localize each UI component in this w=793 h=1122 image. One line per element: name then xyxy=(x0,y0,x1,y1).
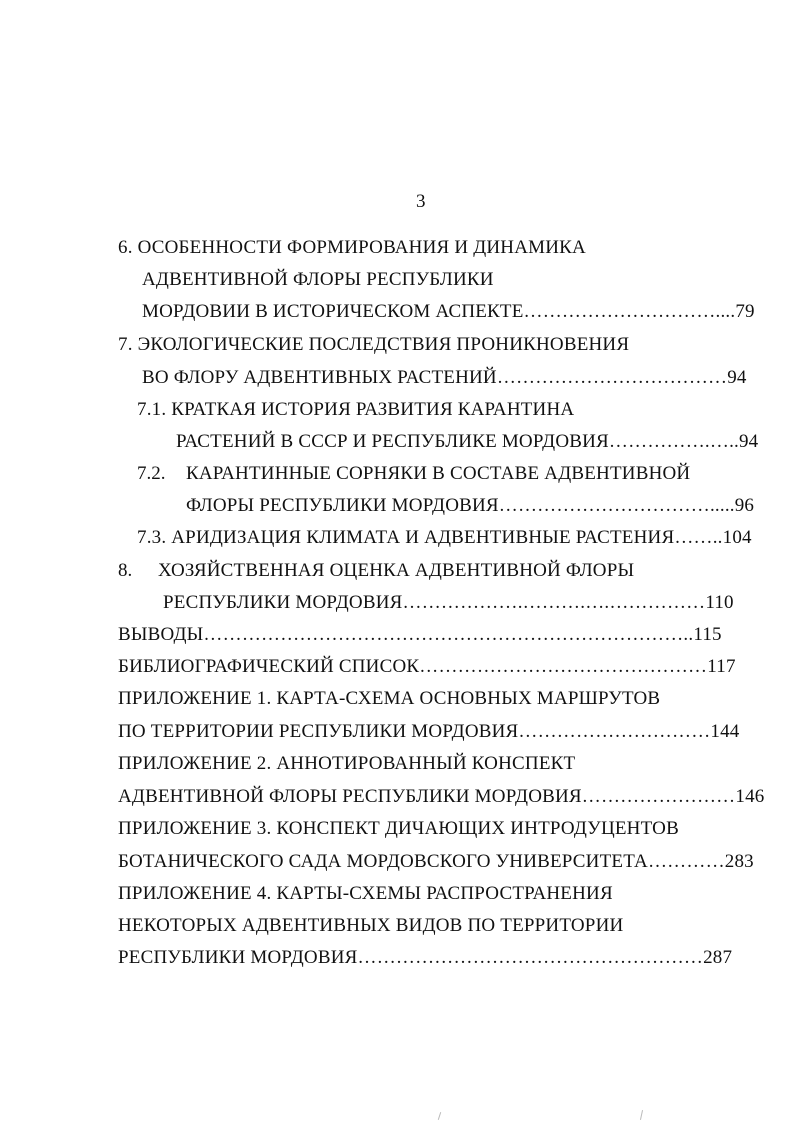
toc-entry-appendix-4-line-2: НЕКОТОРЫХ АДВЕНТИВНЫХ ВИДОВ ПО ТЕРРИТОРИИ xyxy=(118,915,624,936)
toc-entry-appendix-4-line-3: РЕСПУБЛИКИ МОРДОВИЯ………………………………………………287 xyxy=(118,947,733,968)
toc-entry-7-1-line-1: 7.1. КРАТКАЯ ИСТОРИЯ РАЗВИТИЯ КАРАНТИНА xyxy=(137,399,575,420)
toc-entry-7-2-line-2: ФЛОРЫ РЕСПУБЛИКИ МОРДОВИЯ…………………………….....96 xyxy=(186,495,755,516)
toc-entry-appendix-4-line-1: ПРИЛОЖЕНИЕ 4. КАРТЫ-СХЕМЫ РАСПРОСТРАНЕНИЯ xyxy=(118,883,613,904)
toc-entry-appendix-2-line-1: ПРИЛОЖЕНИЕ 2. АННОТИРОВАННЫЙ КОНСПЕКТ xyxy=(118,753,576,774)
toc-entry-7-2-line-1: КАРАНТИННЫЕ СОРНЯКИ В СОСТАВЕ АДВЕНТИВНОЙ xyxy=(186,463,691,484)
toc-entry-8-line-2: РЕСПУБЛИКИ МОРДОВИЯ……………….……….….……………110 xyxy=(163,592,734,613)
toc-entry-6-line-1: 6. ОСОБЕННОСТИ ФОРМИРОВАНИЯ И ДИНАМИКА xyxy=(118,237,586,258)
toc-entry-7-2-number: 7.2. xyxy=(137,463,166,484)
toc-entry-appendix-2-line-2: АДВЕНТИВНОЙ ФЛОРЫ РЕСПУБЛИКИ МОРДОВИЯ……………………146 xyxy=(118,786,765,807)
toc-entry-6-line-2: АДВЕНТИВНОЙ ФЛОРЫ РЕСПУБЛИКИ xyxy=(142,269,494,290)
toc-entry-7-line-1: 7. ЭКОЛОГИЧЕСКИЕ ПОСЛЕДСТВИЯ ПРОНИКНОВЕНИЯ xyxy=(118,334,630,355)
toc-entry-conclusions: ВЫВОДЫ…………………………………………………………………..115 xyxy=(118,624,722,645)
toc-entry-appendix-1-line-2: ПО ТЕРРИТОРИИ РЕСПУБЛИКИ МОРДОВИЯ…………………………144 xyxy=(118,721,740,742)
toc-entry-appendix-1-line-1: ПРИЛОЖЕНИЕ 1. КАРТА-СХЕМА ОСНОВНЫХ МАРШРУТОВ xyxy=(118,688,661,709)
toc-entry-appendix-3-line-2: БОТАНИЧЕСКОГО САДА МОРДОВСКОГО УНИВЕРСИТЕТА…………283 xyxy=(118,851,754,872)
toc-entry-7-line-2: ВО ФЛОРУ АДВЕНТИВНЫХ РАСТЕНИЙ………………………………94 xyxy=(142,367,747,388)
scan-artifact xyxy=(640,1110,643,1120)
toc-entry-8-number: 8. xyxy=(118,560,133,581)
scan-artifact xyxy=(438,1112,441,1120)
toc-entry-bibliography: БИБЛИОГРАФИЧЕСКИЙ СПИСОК………………………………………117 xyxy=(118,656,736,677)
toc-entry-8-line-1: ХОЗЯЙСТВЕННАЯ ОЦЕНКА АДВЕНТИВНОЙ ФЛОРЫ xyxy=(158,560,635,581)
toc-entry-7-1-line-2: РАСТЕНИЙ В СССР И РЕСПУБЛИКЕ МОРДОВИЯ…………….…..94 xyxy=(176,431,759,452)
toc-entry-6-line-3: МОРДОВИИ В ИСТОРИЧЕСКОМ АСПЕКТЕ…………………………....79 xyxy=(142,301,755,322)
page-number: 3 xyxy=(416,191,426,212)
toc-entry-appendix-3-line-1: ПРИЛОЖЕНИЕ 3. КОНСПЕКТ ДИЧАЮЩИХ ИНТРОДУЦЕНТОВ xyxy=(118,818,679,839)
toc-entry-7-3: 7.3. АРИДИЗАЦИЯ КЛИМАТА И АДВЕНТИВНЫЕ РАСТЕНИЯ……..104 xyxy=(137,527,752,548)
